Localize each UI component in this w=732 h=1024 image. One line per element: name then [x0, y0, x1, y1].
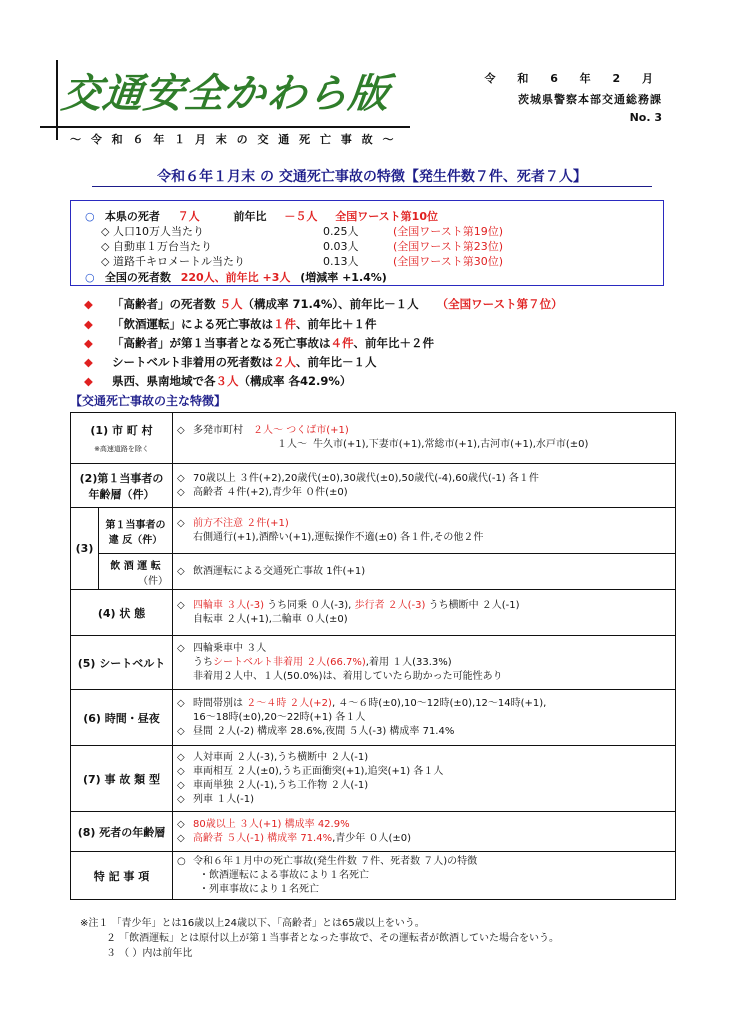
footnote-3: ３ （ ）内は前年比: [106, 948, 193, 959]
row-content-time: ◇ 時間帯別は ２～４時 ２人(+2), ４～６時(±0),10～12時(±0),12～14時(+1), 16～18時(±0),20～22時(+1) 各１人 ◇ 昼間 ２人(-2) 構成率 28.6%,夜間 ５人(-3) 構成率 71.4%: [173, 690, 676, 746]
row-content-drunk-driving: ◇ 飲酒運転による交通死亡事故 1件(+1): [173, 554, 676, 590]
diamond-icon: ◆: [84, 336, 93, 350]
diamond-icon: ◆: [84, 317, 93, 331]
summary-national-line: ○ 全国の死者数 220人、前年比 +3人 (増減率 +1.4%): [85, 271, 387, 284]
table-row: [71, 508, 676, 554]
row-content-violation: ◇ 前方不注意 ２件(+1) 右側通行(+1),酒酔い(+1),運転操作不適(±0) 各１件,その他２件: [173, 508, 676, 554]
row-label-municipality: (1) 市 町 村 ※高速道路を除く: [71, 413, 173, 464]
footnote-1: ※注１ 「青少年」とは16歳以上24歳以下、「高齢者」とは65歳以上をいう。: [80, 918, 425, 929]
table-row: [71, 636, 676, 690]
section-title: 【交通死亡事故の主な特徴】: [70, 394, 227, 408]
row-label-drunk-driving: 飲 酒 運 転 （件）: [99, 554, 173, 590]
circle-outline-icon: ○: [177, 855, 186, 867]
diamond-outline-icon: ◇: [177, 751, 185, 763]
row-label-accident-type: (7) 事 故 類 型: [71, 746, 173, 812]
headline: 令和６年１月末 の 交通死亡事故の特徴【発生件数７件、死者７人】: [157, 169, 587, 185]
footnote-2: ２ 「飲酒運転」とは原付以上が第１当事者となった事故で、その運転者が飲酒していた場合をいう。: [106, 933, 559, 944]
circle-icon: ○: [85, 210, 95, 223]
row-content-state: ◇ 四輪車 ３人(-3) うち同乗 ０人(-3), 歩行者 ２人(-3) うち横断中 ２人(-1) 自転車 ２人(+1),二輪車 ０人(±0): [173, 590, 676, 636]
diamond-outline-icon: ◇: [177, 765, 185, 777]
diamond-outline-icon: ◇: [177, 779, 185, 791]
diamond-outline-icon: ◇: [177, 793, 185, 805]
table-row: [71, 464, 676, 508]
diamond-outline-icon: ◇: [177, 599, 185, 611]
row-content-special-notes: ○ 令和６年１月中の死亡事故(発生件数 ７件、死者数 ７人)の特徴 ・飲酒運転による事故により１名死亡 ・列車事故により１名死亡: [173, 852, 676, 900]
header-vertical-rule: [56, 60, 58, 140]
circle-icon: ○: [85, 271, 95, 284]
bullet-elderly-first-party: ◆ 「高齢者」が第１当事者となる死亡事故は４件、前年比＋２件: [84, 336, 434, 350]
organization: 茨城県警察本部交通総務課: [518, 93, 662, 106]
diamond-outline-icon: ◇: [177, 832, 185, 844]
diamond-outline-icon: ◇: [177, 818, 185, 830]
bullet-elderly-deaths: ◆ 「高齢者」の死者数 ５人（構成率 71.4%）、前年比－１人 （全国ワースト第７位）: [84, 297, 563, 311]
row-label-time: (6) 時間・昼夜: [71, 690, 173, 746]
summary-per-vehicles: ◇ 自動車１万台当たり 0.03人 (全国ワースト第23位): [101, 240, 504, 253]
headline-underline: [92, 186, 652, 187]
diamond-outline-icon: ◇: [177, 725, 185, 737]
diamond-outline-icon: ◇: [177, 425, 185, 436]
diamond-outline-icon: ◇: [177, 517, 185, 529]
bullet-seatbelt: ◆ シートベルト非着用の死者数は２人、前年比－１人: [84, 355, 377, 369]
masthead-title: 交通安全かわら版: [59, 70, 393, 117]
summary-per-road-km: ◇ 道路千キロメートル当たり 0.13人 (全国ワースト第30位): [101, 255, 504, 268]
summary-prefecture-line: ○ 本県の死者 ７人 前年比 －５人 全国ワースト第10位: [85, 210, 438, 223]
row-content-municipality: ◇ 多発市町村 ２人～ つくば市(+1) １人～ 牛久市(+1),下妻市(+1),常総市(+1),古河市(+1),水戸市(±0): [173, 413, 676, 464]
table-row: [71, 852, 676, 900]
row-label-state: (4) 状 態: [71, 590, 173, 636]
row-label-victim-age: (8) 死者の年齢層: [71, 812, 173, 852]
row-label-seatbelt: (5) シートベルト: [71, 636, 173, 690]
bullet-drunk-driving: ◆ 「飲酒運転」による死亡事故は１件、前年比＋１件: [84, 317, 377, 331]
features-table: [70, 412, 676, 900]
row-content-seatbelt: ◇ 四輪乗車中 ３人 うちシートベルト非着用 ２人(66.7%),着用 １人(33.3%) 非着用２人中、１人(50.0%)は、着用していたら助かった可能性あり: [173, 636, 676, 690]
table-row: [71, 746, 676, 812]
table-row: [71, 554, 676, 590]
diamond-outline-icon: ◇: [177, 486, 185, 498]
header-horizontal-rule: [40, 126, 410, 128]
diamond-outline-icon: ◇: [177, 642, 185, 654]
table-row: [71, 812, 676, 852]
bullet-regions: ◆ 県西、県南地域で各３人（構成率 各42.9%）: [84, 374, 352, 388]
row-label-special-notes: 特 記 事 項: [71, 852, 173, 900]
issue-date: 令 和 6 年 2 月: [484, 72, 662, 85]
summary-per-population: ◇ 人口10万人当たり 0.25人 (全国ワースト第19位): [101, 225, 504, 238]
summary-box: [70, 200, 664, 286]
row-label-violation: 第１当事者の 違 反（件）: [99, 508, 173, 554]
diamond-icon: ◆: [84, 297, 93, 311]
diamond-icon: ◆: [84, 374, 93, 388]
row-content-first-party-age: ◇ 70歳以上 ３件(+2),20歳代(±0),30歳代(±0),50歳代(-4),60歳代(-1) 各１件 ◇ 高齢者 ４件(+2),青少年 ０件(±0): [173, 464, 676, 508]
issue-number: No. 3: [629, 111, 662, 124]
row-label-first-party-age: (2)第１当事者の 年齢層（件）: [71, 464, 173, 508]
row-label-3: (3): [71, 508, 99, 590]
subtitle: ～ 令 和 ６ 年 １ 月 末 の 交 通 死 亡 事 故 ～: [70, 133, 397, 146]
diamond-outline-icon: ◇: [177, 697, 185, 709]
national-rank: 全国ワースト第10位: [335, 210, 438, 223]
table-row: [71, 690, 676, 746]
table-row: [71, 590, 676, 636]
row-content-accident-type: ◇ 人対車両 ２人(-3),うち横断中 ２人(-1) ◇ 車両相互 ２人(±0),うち正面衝突(+1),追突(+1) 各１人 ◇ 車両単独 ２人(-1),うち工作物 ２人(-1) ◇ 列車 １人(-1): [173, 746, 676, 812]
table-row: [71, 413, 676, 464]
diamond-outline-icon: ◇: [177, 565, 185, 577]
diamond-icon: ◆: [84, 355, 93, 369]
diamond-outline-icon: ◇: [177, 472, 185, 484]
row-content-victim-age: ◇ 80歳以上 ３人(+1) 構成率 42.9% ◇ 高齢者 ５人(-1) 構成率 71.4%,青少年 ０人(±0): [173, 812, 676, 852]
prefecture-deaths: ７人: [177, 210, 200, 223]
